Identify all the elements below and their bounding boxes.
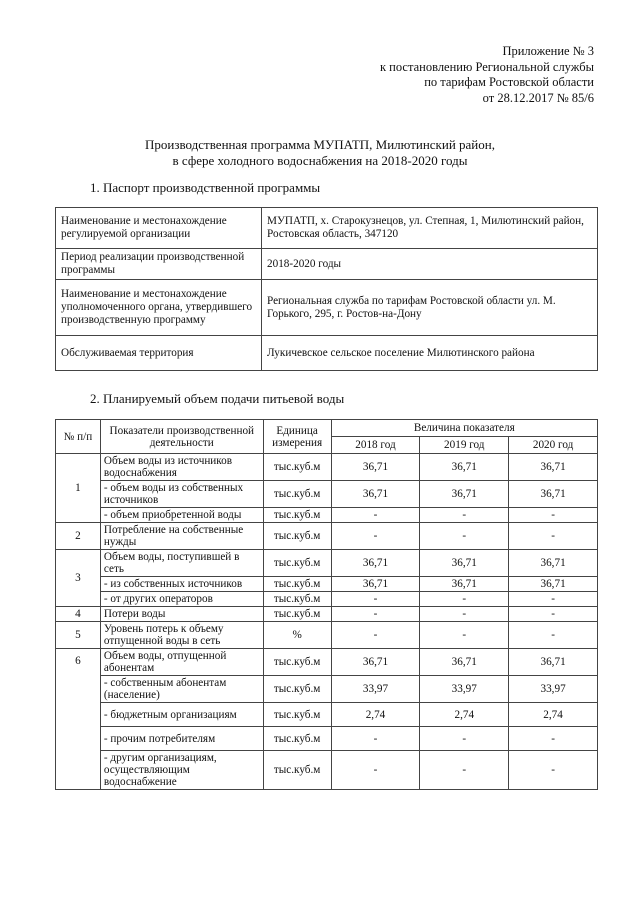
cell-2020: 36,71	[509, 481, 598, 508]
cell-2018: -	[331, 508, 420, 523]
cell-indicator: Объем воды, отпущенной абонентам	[100, 649, 263, 676]
cell-indicator: - собственным абонентам (население)	[100, 676, 263, 703]
cell-num: 3	[56, 550, 101, 607]
cell-2018: -	[331, 727, 420, 751]
cell-unit: тыс.куб.м	[263, 577, 331, 592]
cell-unit: тыс.куб.м	[263, 592, 331, 607]
cell-unit: тыс.куб.м	[263, 550, 331, 577]
cell-num: 2	[56, 523, 101, 550]
cell-unit: тыс.куб.м	[263, 523, 331, 550]
table-row	[56, 703, 598, 727]
cell-2020: -	[509, 727, 598, 751]
cell-num: 4	[56, 607, 101, 622]
column-header-indicator: Показатели производственной деятельности	[100, 420, 263, 454]
cell-2018: 36,71	[331, 550, 420, 577]
cell-unit: тыс.куб.м	[263, 649, 331, 676]
document-title	[0, 137, 640, 169]
cell-indicator: Уровень потерь к объему отпущенной воды в сеть	[100, 622, 263, 649]
table-row	[56, 523, 598, 550]
cell-2019: 36,71	[420, 577, 509, 592]
cell-2019: -	[420, 622, 509, 649]
cell-2019: 36,71	[420, 481, 509, 508]
cell-num: 5	[56, 622, 101, 649]
column-header-2018: 2018 год	[331, 437, 420, 454]
cell-unit: тыс.куб.м	[263, 676, 331, 703]
cell-2018: 2,74	[331, 703, 420, 727]
table-header-row	[56, 420, 598, 437]
cell-2019: -	[420, 523, 509, 550]
column-header-value-group: Величина показателя	[331, 420, 597, 437]
cell-2018: -	[331, 523, 420, 550]
table-row	[56, 508, 598, 523]
cell-2019: -	[420, 607, 509, 622]
passport-label: Наименование и местонахождение уполномоченного органа, утвердившего производственную программу	[56, 280, 262, 336]
passport-value: Региональная служба по тарифам Ростовской области ул. М. Горького, 295, г. Ростов-на-Дону	[262, 280, 598, 336]
cell-indicator: - прочим потребителям	[100, 727, 263, 751]
cell-2019: 36,71	[420, 550, 509, 577]
passport-row	[56, 336, 598, 371]
passport-label: Обслуживаемая территория	[56, 336, 262, 371]
header-authority-line: по тарифам Ростовской области	[424, 75, 594, 89]
table-row	[56, 577, 598, 592]
cell-2018: 36,71	[331, 649, 420, 676]
cell-2020: -	[509, 508, 598, 523]
table-row	[56, 481, 598, 508]
cell-indicator: Объем воды из источников водоснабжения	[100, 454, 263, 481]
cell-2018: -	[331, 592, 420, 607]
title-line-1: Производственная программа МУПАТП, Милютинский район,	[145, 137, 495, 152]
table-row	[56, 607, 598, 622]
header-date-line: от 28.12.2017 № 85/6	[482, 90, 594, 105]
cell-2020: -	[509, 751, 598, 790]
cell-2020: 2,74	[509, 703, 598, 727]
passport-label: Наименование и местонахождение регулируемой организации	[56, 208, 262, 249]
cell-unit: тыс.куб.м	[263, 454, 331, 481]
cell-2019: -	[420, 751, 509, 790]
cell-unit: тыс.куб.м	[263, 703, 331, 727]
cell-indicator: - объем приобретенной воды	[100, 508, 263, 523]
cell-2018: 33,97	[331, 676, 420, 703]
cell-2020: 36,71	[509, 649, 598, 676]
cell-unit: тыс.куб.м	[263, 751, 331, 790]
cell-2019: 33,97	[420, 676, 509, 703]
passport-value: МУПАТП, х. Старокузнецов, ул. Степная, 1, Милютинский район, Ростовская область, 347120	[262, 208, 598, 249]
column-header-2019: 2019 год	[420, 437, 509, 454]
table-row	[56, 676, 598, 703]
cell-2018: 36,71	[331, 454, 420, 481]
cell-unit: тыс.куб.м	[263, 727, 331, 751]
cell-2019: 36,71	[420, 649, 509, 676]
passport-row	[56, 208, 598, 249]
cell-unit: тыс.куб.м	[263, 481, 331, 508]
cell-indicator: Потребление на собственные нужды	[100, 523, 263, 550]
cell-2019: -	[420, 727, 509, 751]
cell-indicator: Объем воды, поступившей в сеть	[100, 550, 263, 577]
cell-unit: тыс.куб.м	[263, 607, 331, 622]
passport-value: Лукичевское сельское поселение Милютинского района	[262, 336, 598, 371]
cell-2018: -	[331, 622, 420, 649]
cell-2020: 36,71	[509, 577, 598, 592]
cell-2020: 36,71	[509, 550, 598, 577]
header-appendix: Приложение № 3	[502, 44, 594, 58]
cell-2020: -	[509, 622, 598, 649]
cell-indicator: - объем воды из собственных источников	[100, 481, 263, 508]
water-volume-table	[55, 419, 598, 790]
cell-2018: -	[331, 751, 420, 790]
passport-row	[56, 280, 598, 336]
column-header-num: № п/п	[56, 420, 101, 454]
table-row	[56, 751, 598, 790]
passport-row	[56, 249, 598, 280]
title-line-2: в сфере холодного водоснабжения на 2018-2020 годы	[172, 153, 468, 168]
cell-unit: тыс.куб.м	[263, 508, 331, 523]
passport-value: 2018-2020 годы	[262, 249, 598, 280]
cell-2020: -	[509, 607, 598, 622]
table-row	[56, 622, 598, 649]
section-2-heading: 2. Планируемый объем подачи питьевой воды	[90, 391, 345, 406]
cell-indicator: Потери воды	[100, 607, 263, 622]
cell-2019: 2,74	[420, 703, 509, 727]
table-row	[56, 649, 598, 676]
table-row	[56, 550, 598, 577]
table-row	[56, 454, 598, 481]
cell-indicator: - бюджетным организациям	[100, 703, 263, 727]
passport-table	[55, 207, 598, 371]
section-1-heading: 1. Паспорт производственной программы	[90, 180, 321, 195]
cell-num: 1	[56, 454, 101, 523]
cell-indicator: - другим организациям, осуществляющим водоснабжение	[100, 751, 263, 790]
cell-2018: 36,71	[331, 481, 420, 508]
cell-indicator: - из собственных источников	[100, 577, 263, 592]
passport-label: Период реализации производственной программы	[56, 249, 262, 280]
cell-2018: 36,71	[331, 577, 420, 592]
cell-2019: -	[420, 508, 509, 523]
cell-2019: -	[420, 592, 509, 607]
table-row	[56, 727, 598, 751]
cell-unit: %	[263, 622, 331, 649]
header-decree-line: к постановлению Региональной службы	[379, 59, 594, 74]
cell-2020: -	[509, 523, 598, 550]
cell-2020: 33,97	[509, 676, 598, 703]
cell-2020: -	[509, 592, 598, 607]
cell-2019: 36,71	[420, 454, 509, 481]
column-header-unit: Единица измерения	[263, 420, 331, 454]
cell-2020: 36,71	[509, 454, 598, 481]
cell-2018: -	[331, 607, 420, 622]
document-header	[294, 44, 594, 106]
cell-num: 6	[56, 649, 101, 790]
cell-indicator: - от других операторов	[100, 592, 263, 607]
table-row	[56, 592, 598, 607]
column-header-2020: 2020 год	[509, 437, 598, 454]
